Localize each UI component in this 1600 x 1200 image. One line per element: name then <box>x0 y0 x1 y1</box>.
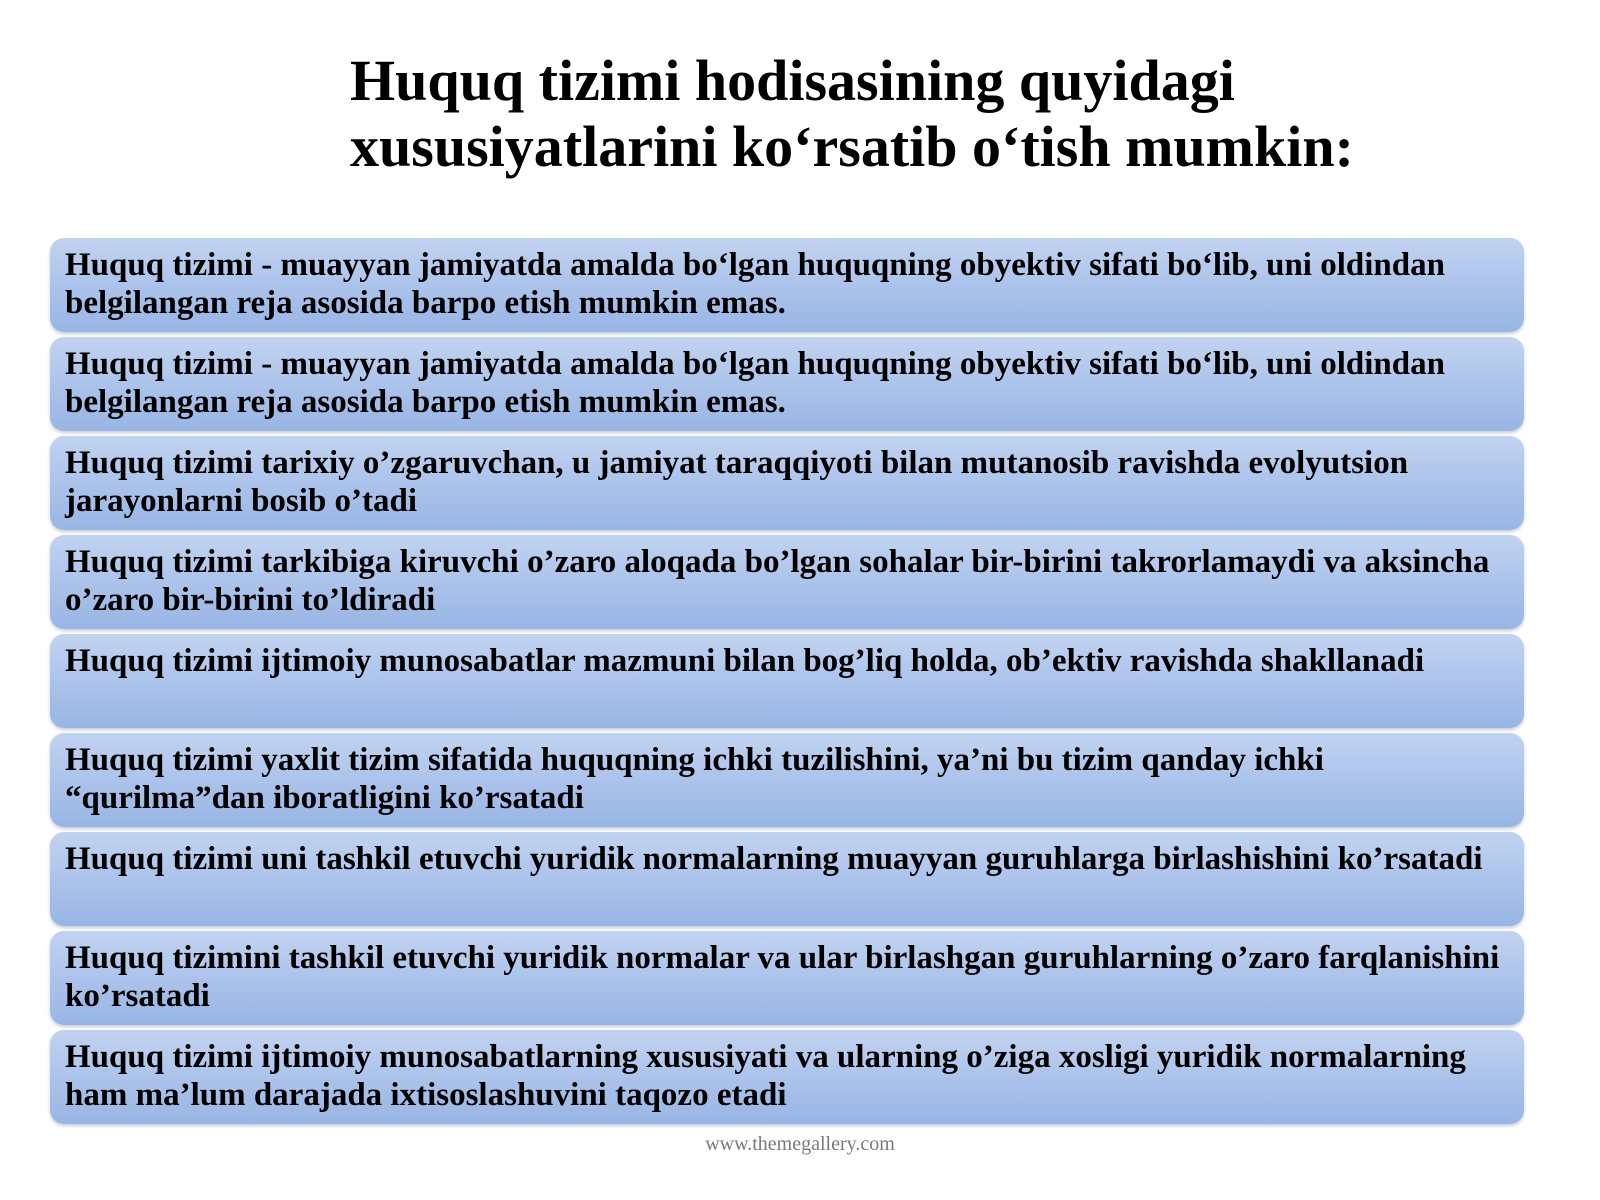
feature-item-9 <box>50 1030 1524 1124</box>
footer-url: www.themegallery.com <box>705 1133 895 1155</box>
feature-text: Huquq tizimi - muayyan jamiyatda amalda bo‘lgan huquqning obyektiv sifati bo‘lib, uni oldindan belgilangan reja asosida barpo etish mumkin emas. <box>65 346 1445 420</box>
feature-text: Huquq tizimi - muayyan jamiyatda amalda bo‘lgan huquqning obyektiv sifati bo‘lib, uni oldindan belgilangan reja asosida barpo etish mumkin emas. <box>65 247 1445 321</box>
feature-text: Huquq tizimi yaxlit tizim sifatida huquqning ichki tuzilishini, ya’ni bu tizim qanday ichki “qurilma”dan iboratligini ko’rsatadi <box>65 742 1324 816</box>
feature-text: Huquq tizimi tarkibiga kiruvchi o’zaro aloqada bo’lgan sohalar bir-birini takrorlamaydi va aksincha o’zaro bir-birini to’ldiradi <box>65 544 1490 618</box>
feature-text: Huquq tizimini tashkil etuvchi yuridik normalar va ular birlashgan guruhlarning o’zaro farqlanishini ko’rsatadi <box>65 940 1500 1014</box>
feature-item-4 <box>50 535 1524 629</box>
feature-item-7 <box>50 832 1524 926</box>
feature-item-2 <box>50 337 1524 431</box>
feature-item-3 <box>50 436 1524 530</box>
feature-item-1 <box>50 238 1524 332</box>
feature-item-6 <box>50 733 1524 827</box>
feature-item-8 <box>50 931 1524 1025</box>
feature-text: Huquq tizimi tarixiy o’zgaruvchan, u jamiyat taraqqiyoti bilan mutanosib ravishda evolyutsion jarayonlarni bosib o’tadi <box>65 445 1409 519</box>
slide-title: Huquq tizimi hodisasining quyidagi xususiyatlarini ko‘rsatib o‘tish mumkin: <box>350 48 1354 179</box>
feature-text: Huquq tizimi uni tashkil etuvchi yuridik normalarning muayyan guruhlarga birlashishini ko’rsatadi <box>65 841 1483 877</box>
feature-list <box>50 238 1524 1124</box>
feature-text: Huquq tizimi ijtimoiy munosabatlar mazmuni bilan bog’liq holda, ob’ektiv ravishda shakllanadi <box>65 643 1425 679</box>
feature-item-5 <box>50 634 1524 728</box>
feature-text: Huquq tizimi ijtimoiy munosabatlarning xususiyati va ularning o’ziga xosligi yuridik normalarning ham ma’lum darajada ixtisoslashuvini taqozo etadi <box>65 1039 1466 1113</box>
